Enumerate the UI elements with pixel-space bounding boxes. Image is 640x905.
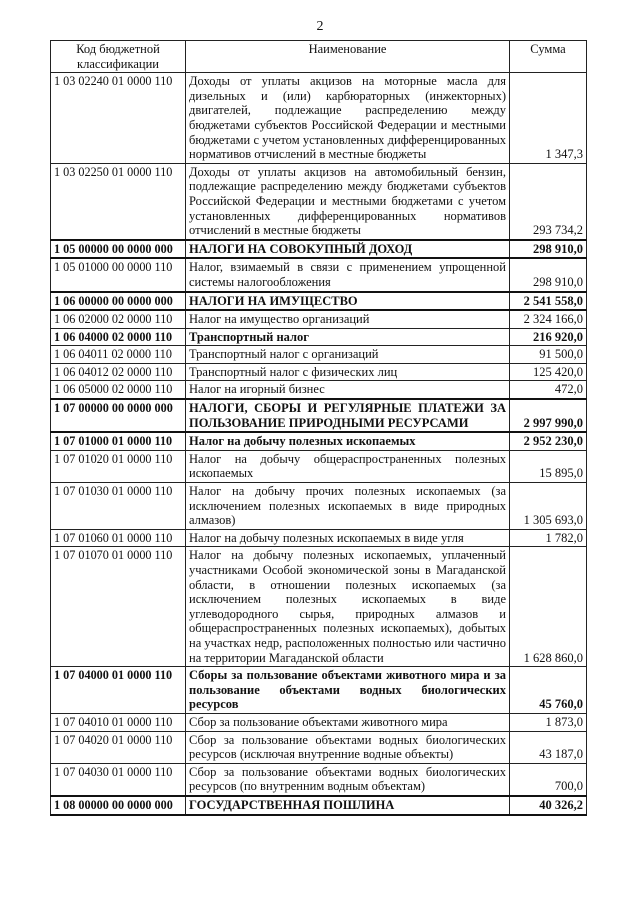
row-name: Сборы за пользование объектами животного мира и за пользование объектами водных биологических ресурсов — [186, 667, 510, 714]
table-row — [51, 547, 587, 667]
table-row — [51, 310, 587, 328]
header-code: Код бюджетной классификации — [51, 41, 186, 73]
row-name: Транспортный налог — [186, 328, 510, 346]
row-code: 1 06 04000 02 0000 110 — [51, 328, 186, 346]
row-sum: 15 895,0 — [510, 450, 587, 482]
row-code: 1 06 04011 02 0000 110 — [51, 346, 186, 364]
row-name: НАЛОГИ, СБОРЫ И РЕГУЛЯРНЫЕ ПЛАТЕЖИ ЗА ПОЛЬЗОВАНИЕ ПРИРОДНЫМИ РЕСУРСАМИ — [186, 399, 510, 432]
row-code: 1 07 04010 01 0000 110 — [51, 713, 186, 731]
header-sum: Сумма — [510, 41, 587, 73]
row-name: Транспортный налог с организаций — [186, 346, 510, 364]
row-sum: 293 734,2 — [510, 163, 587, 239]
row-name: ГОСУДАРСТВЕННАЯ ПОШЛИНА — [186, 796, 510, 815]
table-row-section — [51, 796, 587, 815]
row-sum: 40 326,2 — [510, 796, 587, 815]
table-row — [51, 731, 587, 763]
table-row — [51, 483, 587, 530]
row-code: 1 07 01020 01 0000 110 — [51, 450, 186, 482]
table-row — [51, 529, 587, 547]
row-code: 1 06 02000 02 0000 110 — [51, 310, 186, 328]
page-number: 2 — [316, 19, 324, 34]
row-code: 1 03 02250 01 0000 110 — [51, 163, 186, 239]
row-name: Налог на добычу полезных ископаемых, уплаченный участниками Особой экономической зоны в Магаданской области, в отношении полезных ископаемых (за исключением полезных ископаемых в виде углеводородного сырья, природных алмазов и общераспространенных полезных ископаемых), добытых на участках недр, расположенных полностью или частично на территории Магаданской области — [186, 547, 510, 667]
row-sum: 472,0 — [510, 381, 587, 399]
row-name: Налог на добычу полезных ископаемых в виде угля — [186, 529, 510, 547]
row-code: 1 07 04030 01 0000 110 — [51, 763, 186, 796]
row-sum: 1 873,0 — [510, 713, 587, 731]
table-row — [51, 381, 587, 399]
budget-table — [50, 40, 587, 816]
row-code: 1 07 04020 01 0000 110 — [51, 731, 186, 763]
table-row — [51, 73, 587, 164]
row-code: 1 07 00000 00 0000 000 — [51, 399, 186, 432]
table-row-section — [51, 240, 587, 259]
row-code: 1 07 01000 01 0000 110 — [51, 432, 186, 450]
row-sum: 1 628 860,0 — [510, 547, 587, 667]
row-code: 1 03 02240 01 0000 110 — [51, 73, 186, 164]
table-row — [51, 763, 587, 796]
table-row — [51, 363, 587, 381]
table-row — [51, 713, 587, 731]
table-row-subsection — [51, 328, 587, 346]
row-code: 1 06 05000 02 0000 110 — [51, 381, 186, 399]
row-name: Сбор за пользование объектами животного мира — [186, 713, 510, 731]
row-sum: 2 324 166,0 — [510, 310, 587, 328]
row-code: 1 06 00000 00 0000 000 — [51, 292, 186, 311]
row-code: 1 07 04000 01 0000 110 — [51, 667, 186, 714]
row-sum: 1 305 693,0 — [510, 483, 587, 530]
table-row-section — [51, 292, 587, 311]
row-code: 1 07 01030 01 0000 110 — [51, 483, 186, 530]
row-sum: 2 997 990,0 — [510, 399, 587, 432]
row-name: Налог на добычу полезных ископаемых — [186, 432, 510, 450]
row-code: 1 08 00000 00 0000 000 — [51, 796, 186, 815]
row-name: Налог, взимаемый в связи с применением упрощенной системы налогообложения — [186, 258, 510, 291]
row-name: Налог на игорный бизнес — [186, 381, 510, 399]
row-sum: 298 910,0 — [510, 258, 587, 291]
table-row-section — [51, 399, 587, 432]
row-sum: 45 760,0 — [510, 667, 587, 714]
table-row-subsection — [51, 667, 587, 714]
row-code: 1 07 01060 01 0000 110 — [51, 529, 186, 547]
row-code: 1 07 01070 01 0000 110 — [51, 547, 186, 667]
row-sum: 298 910,0 — [510, 240, 587, 259]
row-name: Доходы от уплаты акцизов на автомобильный бензин, подлежащие распределению между бюджетами субъектов Российской Федерации и местными бюджетами с учетом установленных дифференцированных нормативов отчислений в местные бюджеты — [186, 163, 510, 239]
table-row — [51, 163, 587, 239]
table-row — [51, 450, 587, 482]
row-name: НАЛОГИ НА ИМУЩЕСТВО — [186, 292, 510, 311]
table-row — [51, 258, 587, 291]
row-sum: 91 500,0 — [510, 346, 587, 364]
row-sum: 2 952 230,0 — [510, 432, 587, 450]
row-sum: 1 347,3 — [510, 73, 587, 164]
row-code: 1 06 04012 02 0000 110 — [51, 363, 186, 381]
table-row-subsection — [51, 432, 587, 450]
row-name: НАЛОГИ НА СОВОКУПНЫЙ ДОХОД — [186, 240, 510, 259]
row-sum: 700,0 — [510, 763, 587, 796]
table-header-row — [51, 41, 587, 73]
row-code: 1 05 00000 00 0000 000 — [51, 240, 186, 259]
row-name: Транспортный налог с физических лиц — [186, 363, 510, 381]
row-name: Доходы от уплаты акцизов на моторные масла для дизельных и (или) карбюраторных (инжекторных) двигателей, подлежащие распределению между бюджетами субъектов Российской Федерации и местными бюджетами с учетом установленных дифференцированных нормативов отчислений в местные бюджеты — [186, 73, 510, 164]
row-sum: 125 420,0 — [510, 363, 587, 381]
row-name: Налог на добычу общераспространенных полезных ископаемых — [186, 450, 510, 482]
row-code: 1 05 01000 00 0000 110 — [51, 258, 186, 291]
row-sum: 1 782,0 — [510, 529, 587, 547]
row-sum: 2 541 558,0 — [510, 292, 587, 311]
row-name: Сбор за пользование объектами водных биологических ресурсов (по внутренним водным объектам) — [186, 763, 510, 796]
table-row — [51, 346, 587, 364]
header-name: Наименование — [186, 41, 510, 73]
row-sum: 216 920,0 — [510, 328, 587, 346]
row-name: Налог на добычу прочих полезных ископаемых (за исключением полезных ископаемых в виде природных алмазов) — [186, 483, 510, 530]
row-sum: 43 187,0 — [510, 731, 587, 763]
row-name: Налог на имущество организаций — [186, 310, 510, 328]
row-name: Сбор за пользование объектами водных биологических ресурсов (исключая внутренние водные объекты) — [186, 731, 510, 763]
